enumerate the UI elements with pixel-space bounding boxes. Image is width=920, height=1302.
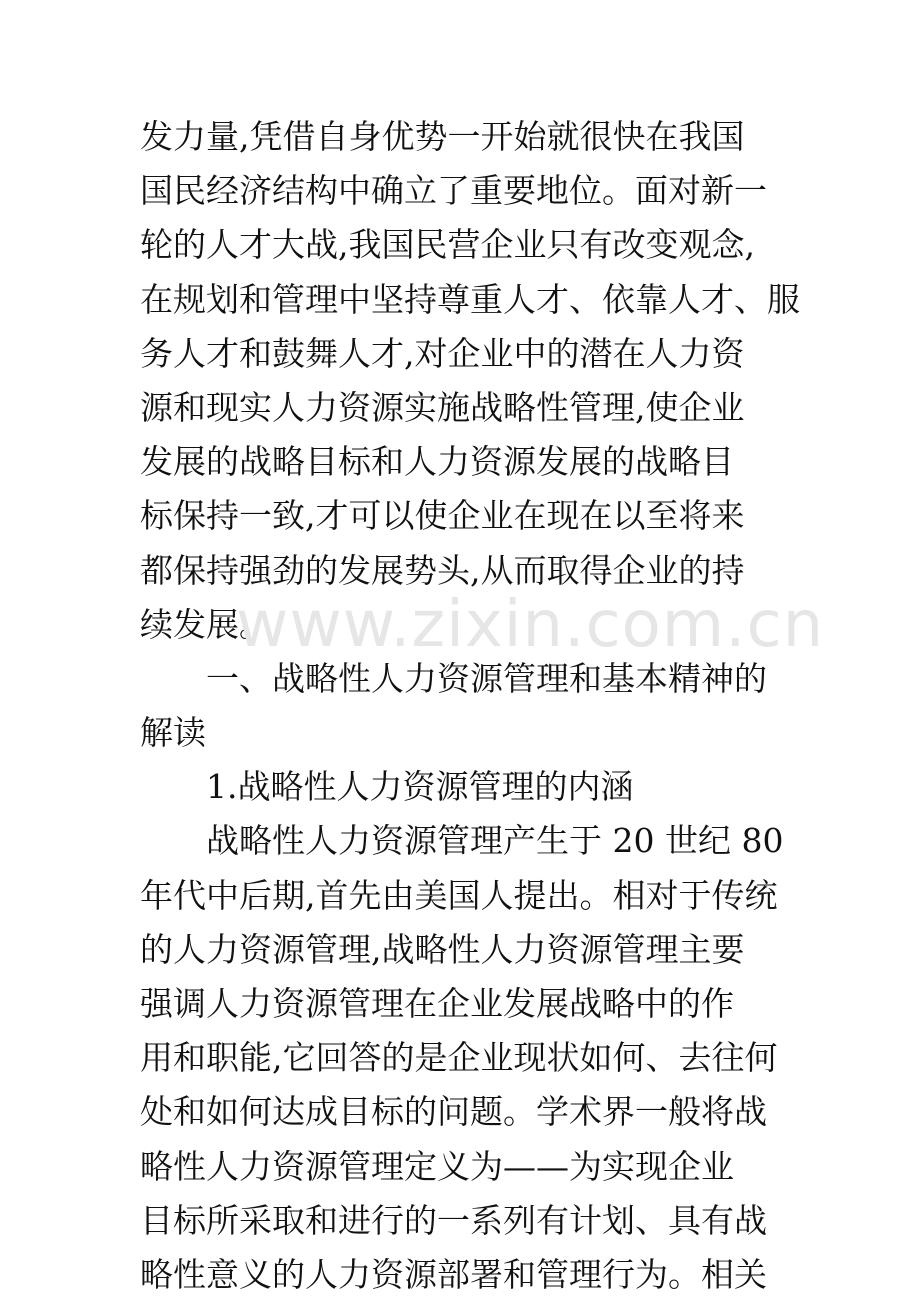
text-line: 续发展。 — [140, 604, 272, 644]
section-heading: 一、战略性人力资源管理和基本精神的 — [206, 658, 767, 698]
text-line: 略性意义的人力资源部署和管理行为。相关 — [140, 1254, 767, 1294]
subsection-heading: 1.战略性人力资源管理的内涵 — [206, 767, 634, 807]
text-line: 目标所采取和进行的一系列有计划、具有战 — [140, 1200, 767, 1240]
text-line: 源和现实人力资源实施战略性管理,使企业 — [140, 387, 745, 427]
text-line: 发力量,凭借自身优势一开始就很快在我国 — [140, 117, 745, 156]
text-line: 在规划和管理中坚持尊重人才、依靠人才、服 — [140, 279, 800, 319]
body-text — [140, 110, 800, 1302]
watermark: www.zixin.com.cn — [236, 588, 825, 662]
text-line: 用和职能,它回答的是企业现状如何、去往何 — [140, 1038, 778, 1078]
text-line: 强调人力资源管理在企业发展战略中的作 — [140, 984, 734, 1023]
text-line: 标保持一致,才可以使企业在现在以至将来 — [140, 496, 745, 536]
text-line: 发展的战略目标和人力资源发展的战略目 — [140, 442, 734, 482]
text-line: 年代中后期,首先由美国人提出。相对于传统 — [140, 875, 778, 915]
text-line: 的人力资源管理,战略性人力资源管理主要 — [140, 929, 745, 969]
text-line: 都保持强劲的发展势头,从而取得企业的持 — [140, 550, 745, 590]
text-line: 处和如何达成目标的问题。学术界一般将战 — [140, 1092, 767, 1132]
text-line: 轮的人才大战,我国民营企业只有改变观念, — [140, 225, 755, 265]
text-line: 战略性人力资源管理产生于 20 世纪 80 — [206, 821, 784, 861]
text-line: 国民经济结构中确立了重要地位。面对新一 — [140, 171, 767, 211]
text-line: 务人才和鼓舞人才,对企业中的潜在人力资 — [140, 333, 745, 373]
text-line: 略性人力资源管理定义为——为实现企业 — [140, 1146, 734, 1186]
section-heading-continued: 解读 — [140, 713, 206, 753]
